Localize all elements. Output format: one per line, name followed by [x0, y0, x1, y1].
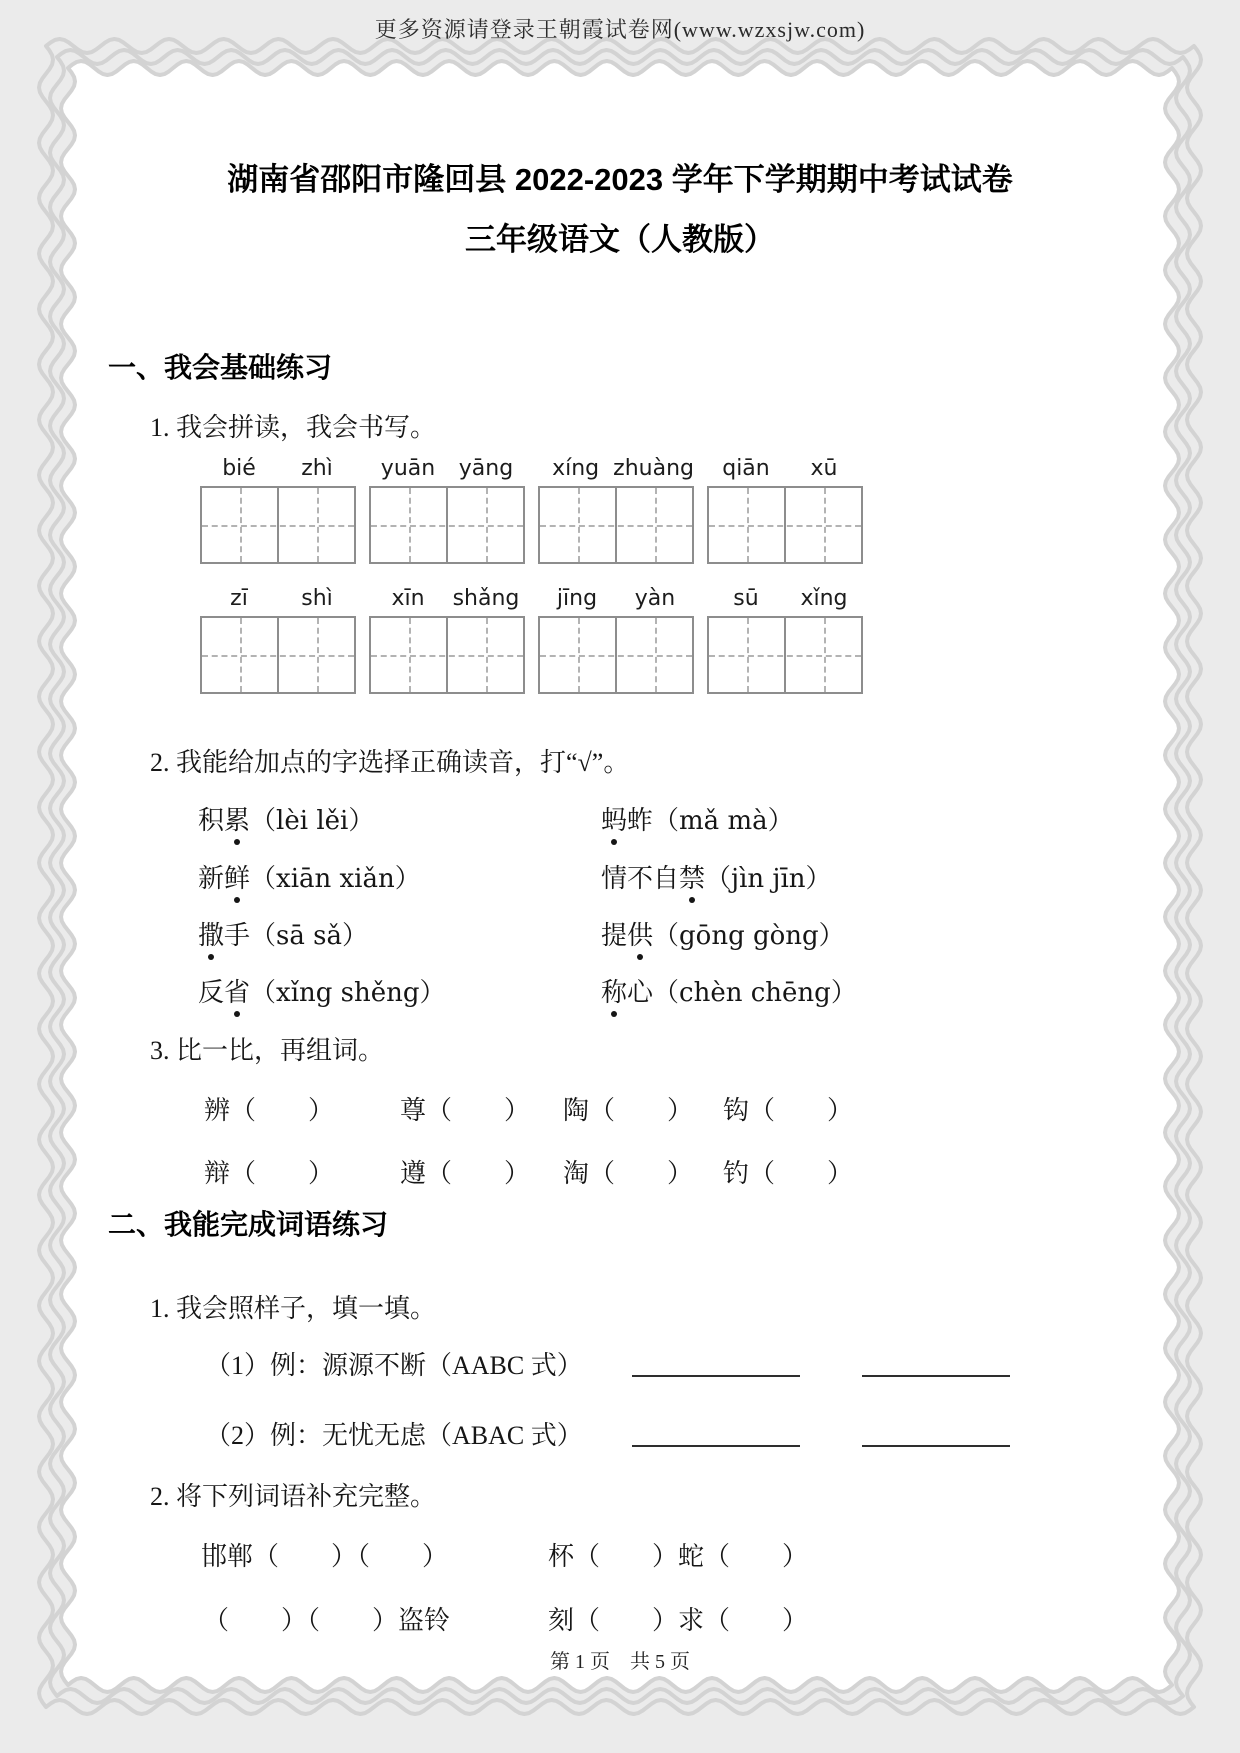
pinyin-syllable: xǐng [800, 586, 848, 611]
pinyin-writing-group [200, 456, 356, 564]
pinyin-writing-group [707, 586, 863, 694]
word-part: 情不自 [601, 864, 680, 893]
writing-cell [784, 488, 861, 562]
writing-grid-box [200, 616, 356, 694]
word-compare-cell: 遵（ ） [400, 1159, 531, 1188]
s2-q2-label: 2. 将下列词语补充完整。 [150, 1482, 437, 1511]
q2-label: 2. 我能给加点的字选择正确读音，打“√”。 [150, 748, 630, 777]
answer-blank [862, 1345, 1010, 1377]
word-compare-cell: 钓（ ） [723, 1159, 854, 1188]
pinyin-writing-group [538, 586, 694, 694]
writing-cell [709, 618, 784, 692]
section-1-heading: 一、我会基础练习 [108, 352, 333, 383]
writing-grid-box [707, 616, 863, 694]
writing-cell [784, 618, 861, 692]
writing-cell [540, 618, 615, 692]
dotted-char: 供 [627, 921, 654, 950]
writing-cell [371, 488, 446, 562]
fill-example-aabc: （1）例：源源不断（AABC 式） [205, 1351, 583, 1380]
writing-grid-box [200, 486, 356, 564]
pinyin-options: （chèn chēng） [653, 978, 857, 1008]
writing-cell [202, 618, 277, 692]
pinyin-syllable: bié [222, 456, 256, 481]
section-2-heading: 二、我能完成词语练习 [108, 1209, 389, 1240]
pinyin-syllable: jīng [556, 586, 598, 611]
writing-cell [277, 618, 354, 692]
writing-cell [615, 618, 692, 692]
pinyin-options: （sā sǎ） [250, 921, 368, 951]
pronunciation-item [601, 915, 845, 952]
pinyin-syllable: yàn [634, 586, 676, 611]
word-compare-cell: 钩（ ） [723, 1096, 854, 1125]
pinyin-syllable: xū [810, 456, 838, 481]
pinyin-syllable: zhuàng [613, 456, 694, 481]
pinyin-syllable: yāng [458, 456, 514, 481]
page-number: 第 1 页 共 5 页 [550, 1651, 690, 1673]
pinyin-writing-group [369, 456, 525, 564]
writing-cell [202, 488, 277, 562]
pinyin-syllable: shì [301, 586, 333, 611]
pinyin-syllable: zhì [301, 456, 333, 481]
idiom-completion: （ ）（ ）盗铃 [203, 1606, 451, 1635]
pronunciation-item [601, 858, 832, 895]
q3-label: 3. 比一比，再组词。 [150, 1036, 385, 1065]
s2-q1-label: 1. 我会照样子，填一填。 [150, 1294, 437, 1323]
word-compare-cell: 陶（ ） [563, 1096, 694, 1125]
word-compare-cell: 辨（ ） [204, 1096, 335, 1125]
writing-grid-box [369, 616, 525, 694]
fill-example-abac: （2）例：无忧无虑（ABAC 式） [205, 1421, 583, 1450]
pinyin-syllable: xíng [552, 456, 600, 481]
pinyin-options: （xiān xiǎn） [250, 864, 421, 894]
idiom-completion: 邯郸（ ）（ ） [201, 1542, 449, 1571]
pinyin-options: （gōng gòng） [653, 921, 845, 951]
pronunciation-item [198, 972, 446, 1009]
pinyin-syllable: zī [230, 586, 248, 611]
word-part: 提 [601, 921, 628, 950]
word-part: 积 [198, 806, 225, 835]
pronunciation-item [198, 858, 421, 895]
pinyin-syllable: shǎng [452, 586, 520, 611]
writing-cell [446, 618, 523, 692]
dotted-char: 称 [601, 978, 628, 1007]
writing-grid-box [369, 486, 525, 564]
exam-title: 湖南省邵阳市隆回县 2022-2023 学年下学期期中考试试卷 [227, 162, 1013, 197]
writing-grid-box [538, 486, 694, 564]
writing-cell [277, 488, 354, 562]
writing-cell [446, 488, 523, 562]
dotted-char: 禁 [679, 864, 706, 893]
pronunciation-item [601, 972, 857, 1009]
pinyin-syllable: sū [733, 586, 759, 611]
pinyin-writing-group [369, 586, 525, 694]
answer-blank [632, 1415, 800, 1447]
dotted-char: 累 [224, 806, 251, 835]
word-part: 蚱 [627, 806, 654, 835]
pronunciation-item [198, 915, 368, 952]
word-part: 反 [198, 978, 225, 1007]
writing-cell [709, 488, 784, 562]
word-compare-cell: 尊（ ） [400, 1096, 531, 1125]
pinyin-syllable: xīn [391, 586, 425, 611]
pinyin-syllable: yuān [380, 456, 436, 481]
pinyin-writing-group [707, 456, 863, 564]
dotted-char: 省 [224, 978, 251, 1007]
dotted-char: 撒 [198, 921, 225, 950]
idiom-completion: 杯（ ）蛇（ ） [548, 1542, 809, 1571]
writing-grid-box [707, 486, 863, 564]
pinyin-writing-group [200, 586, 356, 694]
q1-label: 1. 我会拼读，我会书写。 [150, 413, 437, 442]
exam-subtitle: 三年级语文（人教版） [465, 222, 775, 257]
pinyin-options: （lèi lěi） [250, 806, 375, 836]
dotted-char: 鲜 [224, 864, 251, 893]
answer-blank [632, 1345, 800, 1377]
dotted-char: 蚂 [601, 806, 628, 835]
pronunciation-item [198, 800, 374, 837]
pinyin-options: （jìn jīn） [705, 864, 832, 894]
pinyin-writing-group [538, 456, 694, 564]
word-part: 手 [224, 921, 251, 950]
writing-grid-box [538, 616, 694, 694]
idiom-completion: 刻（ ）求（ ） [548, 1606, 809, 1635]
writing-cell [540, 488, 615, 562]
word-compare-cell: 辩（ ） [204, 1159, 335, 1188]
word-part: 新 [198, 864, 225, 893]
pinyin-options: （mǎ mà） [653, 806, 794, 836]
writing-cell [615, 488, 692, 562]
word-compare-cell: 淘（ ） [563, 1159, 694, 1188]
pinyin-options: （xǐng shěng） [250, 978, 446, 1008]
writing-cell [371, 618, 446, 692]
pinyin-syllable: qiān [722, 456, 770, 481]
watermark-header: 更多资源请登录王朝霞试卷网(www.wzxsjw.com) [374, 17, 866, 42]
pronunciation-item [601, 800, 794, 837]
answer-blank [862, 1415, 1010, 1447]
word-part: 心 [627, 978, 654, 1007]
